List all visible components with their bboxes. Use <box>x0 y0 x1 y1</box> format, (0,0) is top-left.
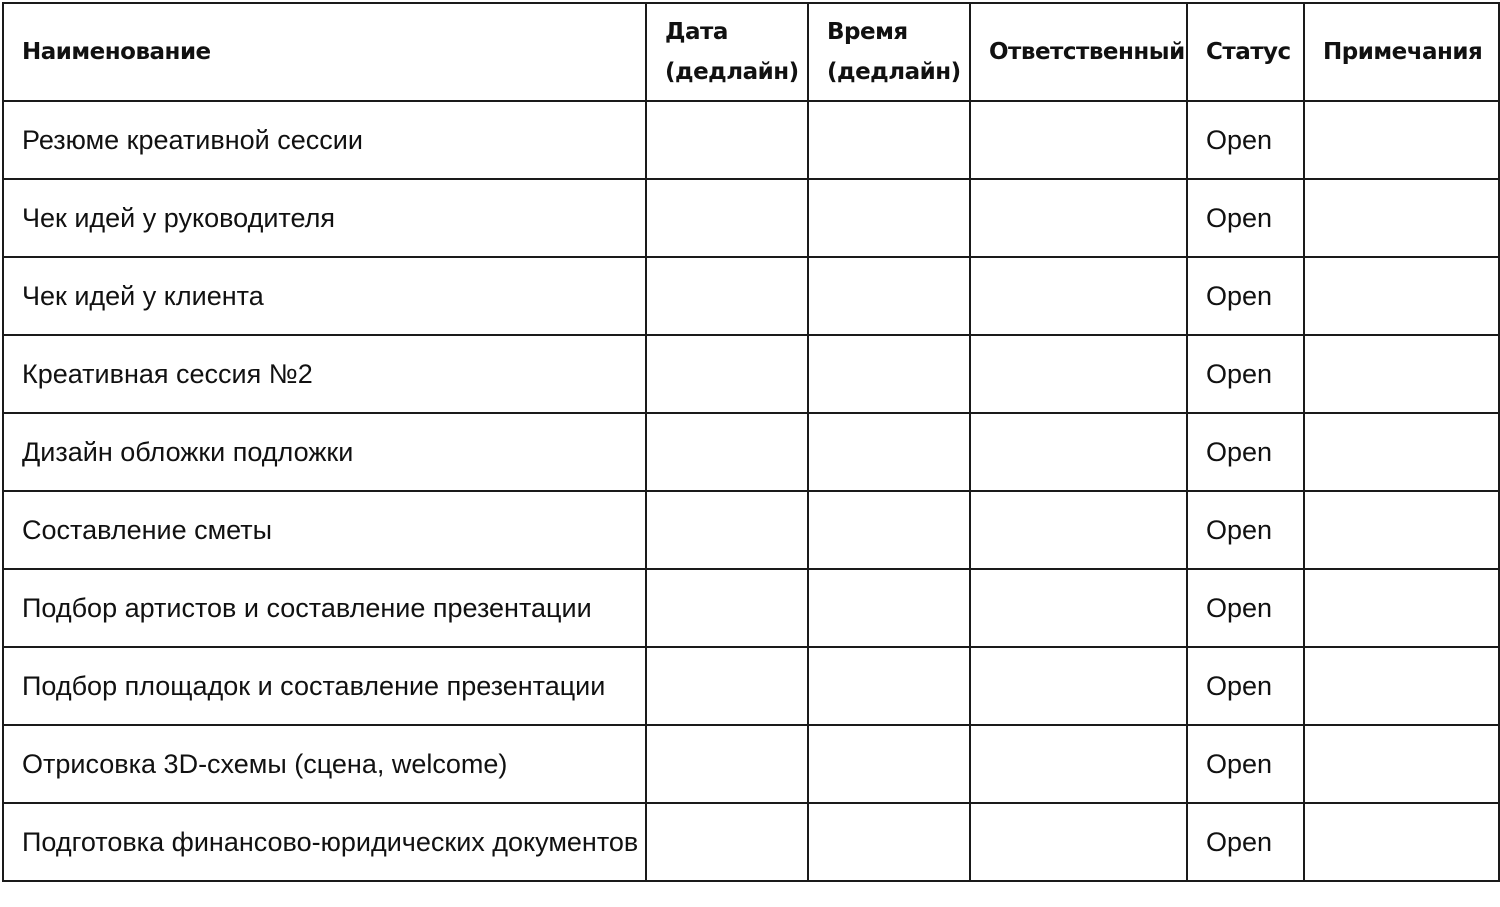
date-cell[interactable] <box>646 101 808 179</box>
notes-cell[interactable] <box>1304 413 1499 491</box>
status-cell[interactable]: Open <box>1187 335 1304 413</box>
date-cell[interactable] <box>646 647 808 725</box>
header-date-line2: (дедлайн) <box>665 59 799 85</box>
task-name-cell: Подбор площадок и составление презентации <box>3 647 646 725</box>
date-cell[interactable] <box>646 257 808 335</box>
header-name <box>3 3 646 101</box>
header-time-line1: Время <box>827 19 908 45</box>
status-cell[interactable]: Open <box>1187 647 1304 725</box>
header-date <box>646 3 808 101</box>
time-cell[interactable] <box>808 179 970 257</box>
responsible-cell[interactable] <box>970 257 1187 335</box>
header-responsible-label: Ответственный <box>989 39 1185 65</box>
task-name-cell: Креативная сессия №2 <box>3 335 646 413</box>
responsible-cell[interactable] <box>970 413 1187 491</box>
time-cell[interactable] <box>808 413 970 491</box>
date-cell[interactable] <box>646 335 808 413</box>
header-time <box>808 3 970 101</box>
responsible-cell[interactable] <box>970 335 1187 413</box>
notes-cell[interactable] <box>1304 647 1499 725</box>
task-name-cell: Чек идей у клиента <box>3 257 646 335</box>
status-cell[interactable]: Open <box>1187 725 1304 803</box>
table-row <box>3 725 1499 803</box>
responsible-cell[interactable] <box>970 179 1187 257</box>
notes-cell[interactable] <box>1304 569 1499 647</box>
time-cell[interactable] <box>808 647 970 725</box>
time-cell[interactable] <box>808 725 970 803</box>
table-row <box>3 413 1499 491</box>
responsible-cell[interactable] <box>970 491 1187 569</box>
status-cell[interactable]: Open <box>1187 413 1304 491</box>
date-cell[interactable] <box>646 725 808 803</box>
header-time-line2: (дедлайн) <box>827 59 961 85</box>
responsible-cell[interactable] <box>970 647 1187 725</box>
task-name-cell: Отрисовка 3D-схемы (сцена, welcome) <box>3 725 646 803</box>
task-table <box>2 2 1500 882</box>
responsible-cell[interactable] <box>970 101 1187 179</box>
notes-cell[interactable] <box>1304 335 1499 413</box>
time-cell[interactable] <box>808 803 970 881</box>
notes-cell[interactable] <box>1304 803 1499 881</box>
date-cell[interactable] <box>646 491 808 569</box>
header-notes-label: Примечания <box>1323 39 1483 65</box>
responsible-cell[interactable] <box>970 803 1187 881</box>
time-cell[interactable] <box>808 335 970 413</box>
header-date-line1: Дата <box>665 19 728 45</box>
time-cell[interactable] <box>808 569 970 647</box>
date-cell[interactable] <box>646 569 808 647</box>
table-row <box>3 491 1499 569</box>
header-responsible <box>970 3 1187 101</box>
table-row <box>3 335 1499 413</box>
table-header <box>3 3 1499 101</box>
header-notes <box>1304 3 1499 101</box>
header-status <box>1187 3 1304 101</box>
task-name-cell: Составление сметы <box>3 491 646 569</box>
task-name-cell: Подбор артистов и составление презентации <box>3 569 646 647</box>
notes-cell[interactable] <box>1304 179 1499 257</box>
status-cell[interactable]: Open <box>1187 569 1304 647</box>
time-cell[interactable] <box>808 257 970 335</box>
table-row <box>3 101 1499 179</box>
header-name-label: Наименование <box>22 39 211 65</box>
task-name-cell: Резюме креативной сессии <box>3 101 646 179</box>
table-row <box>3 569 1499 647</box>
table-row <box>3 257 1499 335</box>
responsible-cell[interactable] <box>970 725 1187 803</box>
header-status-label: Статус <box>1206 39 1291 65</box>
status-cell[interactable]: Open <box>1187 491 1304 569</box>
task-name-cell: Дизайн обложки подложки <box>3 413 646 491</box>
status-cell[interactable]: Open <box>1187 179 1304 257</box>
date-cell[interactable] <box>646 413 808 491</box>
table-row <box>3 647 1499 725</box>
table-body <box>3 101 1499 881</box>
status-cell[interactable]: Open <box>1187 101 1304 179</box>
date-cell[interactable] <box>646 179 808 257</box>
notes-cell[interactable] <box>1304 491 1499 569</box>
time-cell[interactable] <box>808 491 970 569</box>
task-name-cell: Чек идей у руководителя <box>3 179 646 257</box>
notes-cell[interactable] <box>1304 257 1499 335</box>
table-row <box>3 803 1499 881</box>
time-cell[interactable] <box>808 101 970 179</box>
task-name-cell: Подготовка финансово-юридических документов <box>3 803 646 881</box>
status-cell[interactable]: Open <box>1187 257 1304 335</box>
date-cell[interactable] <box>646 803 808 881</box>
notes-cell[interactable] <box>1304 101 1499 179</box>
notes-cell[interactable] <box>1304 725 1499 803</box>
table-row <box>3 179 1499 257</box>
header-row <box>3 3 1499 101</box>
status-cell[interactable]: Open <box>1187 803 1304 881</box>
responsible-cell[interactable] <box>970 569 1187 647</box>
